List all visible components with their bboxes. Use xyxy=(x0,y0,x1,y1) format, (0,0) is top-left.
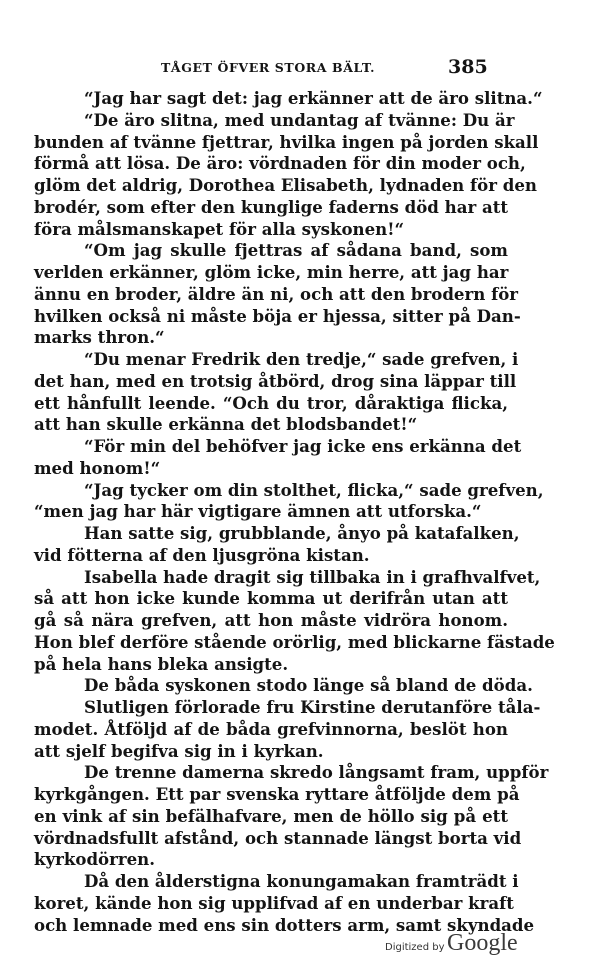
digitized-watermark xyxy=(385,930,565,960)
text-line: en vink af sin befälhafvare, men de höllo sig på ett xyxy=(34,805,508,826)
page-header xyxy=(0,56,600,82)
text-line: glöm det aldrig, Dorothea Elisabeth, lydnaden för den xyxy=(34,175,537,195)
text-line: Isabella hade dragit sig tillbaka in i grafhvalfvet, xyxy=(84,566,541,587)
text-line: föra målsmanskapet för alla syskonen!“ xyxy=(34,218,405,239)
text-line: vördnadsfullt afstånd, och stannade längst borta vid xyxy=(34,827,522,848)
text-line: gå så nära grefven, att hon måste vidröra honom. xyxy=(34,610,508,630)
text-line: brodér, som efter den kunglige faderns död har att xyxy=(34,196,509,217)
text-line: “Du menar Fredrik den tredje,“ sade grefven, i xyxy=(84,349,519,369)
text-line: kyrkgången. Ett par svenska ryttare åtföljde dem på xyxy=(34,784,520,804)
text-line: ännu en broder, äldre än ni, och att den brodern för xyxy=(34,283,519,304)
text-line: marks thron.“ xyxy=(34,327,165,348)
text-line: Slutligen förlorade fru Kirstine derutanföre tåla- xyxy=(84,697,541,717)
text-line: Han satte sig, grubblande, ånyo på katafalken, xyxy=(84,523,520,543)
text-line: verlden erkänner, glöm icke, min herre, att jag har xyxy=(34,262,509,282)
body-text xyxy=(34,88,555,936)
text-line: “men jag har här vigtigare ämnen att utforska.“ xyxy=(34,501,482,522)
text-line: De trenne damerna skredo långsamt fram, uppför xyxy=(84,762,549,783)
text-line: “De äro slitna, med undantag af tvänne: Du är xyxy=(84,109,515,130)
text-line: så att hon icke kunde komma ut derifrån utan att xyxy=(34,588,508,609)
text-line: med honom!“ xyxy=(34,457,161,478)
text-line: De båda syskonen stodo länge så bland de döda. xyxy=(84,675,533,696)
text-line: ett hånfullt leende. “Och du tror, dåraktiga flicka, xyxy=(34,392,508,413)
text-line: koret, kände hon sig upplifvad af en underbar kraft xyxy=(34,892,514,913)
text-line: Då den ålderstigna konungamakan framträdt i xyxy=(84,871,519,891)
text-line: att han skulle erkänna det blodsbandet!“ xyxy=(34,414,418,435)
text-line: “Jag tycker om din stolthet, flicka,“ sade grefven, xyxy=(84,479,544,500)
running-title: TÅGET ÖFVER STORA BÄLT. xyxy=(161,60,376,75)
text-line: och lemnade med ens sin dotters arm, samt skyndade xyxy=(34,914,535,935)
text-line: “För min del behöfver jag icke ens erkänna det xyxy=(84,436,522,456)
page-number: 385 xyxy=(448,56,488,78)
digitized-by-label: Digitized by xyxy=(385,942,445,953)
text-line: modet. Åtföljd af de båda grefvinnorna, beslöt hon xyxy=(34,718,508,739)
text-line: “Om jag skulle fjettras af sådana band, som xyxy=(84,240,508,261)
text-line: på hela hans bleka ansigte. xyxy=(34,653,289,674)
text-line: att sjelf begifva sig in i kyrkan. xyxy=(34,740,324,761)
google-logo: Google xyxy=(447,930,518,956)
text-line: kyrkodörren. xyxy=(34,849,156,870)
text-line: “Jag har sagt det: jag erkänner att de äro slitna.“ xyxy=(84,88,543,108)
text-line: bunden af tvänne fjettrar, hvilka ingen på jorden skall xyxy=(34,131,539,152)
text-line: Hon blef derföre stående orörlig, med blickarne fästade xyxy=(34,631,555,652)
text-line: hvilken också ni måste böja er hjessa, sitter på Dan- xyxy=(34,305,521,326)
text-line: vid fötterna af den ljusgröna kistan. xyxy=(34,544,370,565)
text-line: det han, med en trotsig åtbörd, drog sina läppar till xyxy=(34,370,517,391)
text-line: förmå att lösa. De äro: vördnaden för din moder och, xyxy=(34,153,526,174)
